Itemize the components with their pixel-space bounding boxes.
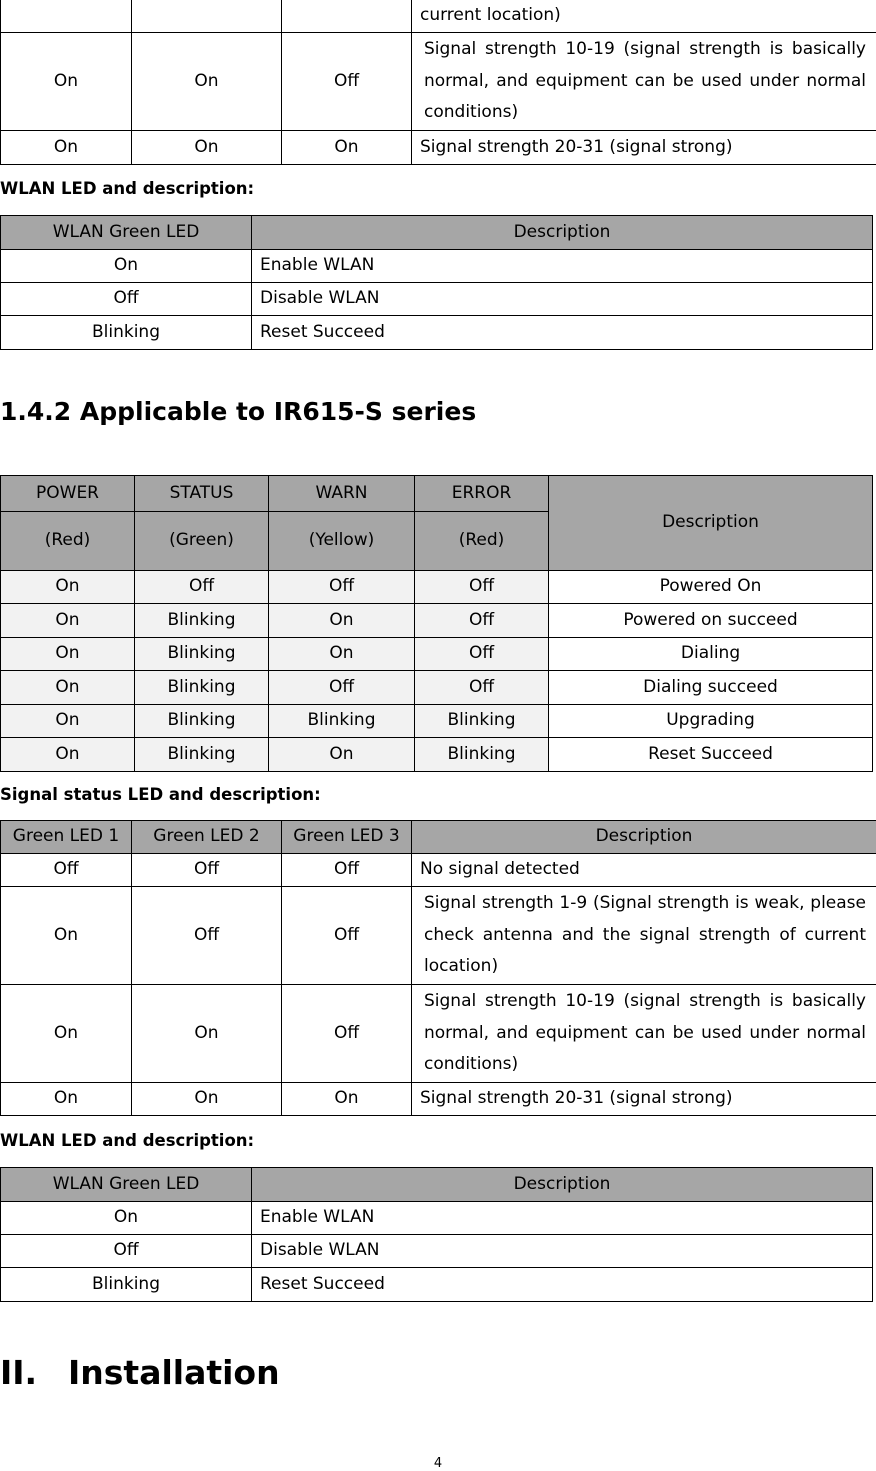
cell: Off xyxy=(282,33,412,131)
column-subheader: (Red) xyxy=(415,512,549,571)
signal-label: Signal status LED and description: xyxy=(0,785,321,804)
cell: Off xyxy=(269,671,415,705)
cell: Off xyxy=(282,985,412,1083)
cell: On xyxy=(1,33,132,131)
cell: On xyxy=(282,131,412,165)
table-row xyxy=(1,604,873,638)
table-row xyxy=(1,1235,873,1268)
cell: Signal strength 1-9 (Signal strength is weak, please check antenna and the signal strength of current location) xyxy=(412,887,876,985)
cell: Reset Succeed xyxy=(252,316,873,350)
cell: On xyxy=(269,604,415,638)
cell: Off xyxy=(415,604,549,638)
column-header: Description xyxy=(252,1168,873,1202)
cell: Off xyxy=(1,1235,252,1268)
table-row xyxy=(1,33,876,131)
cell: On xyxy=(132,131,282,165)
cell: On xyxy=(1,250,252,283)
table-row xyxy=(1,1268,873,1302)
cell: Blinking xyxy=(135,738,269,772)
cell: On xyxy=(132,985,282,1083)
cell: Blinking xyxy=(1,1268,252,1302)
column-header: WLAN Green LED xyxy=(1,216,252,250)
cell: Disable WLAN xyxy=(252,283,873,316)
cell: On xyxy=(1,1083,132,1116)
cell: Enable WLAN xyxy=(252,250,873,283)
cell: Off xyxy=(415,571,549,604)
column-header: Green LED 3 xyxy=(282,821,412,854)
wlan-label-2: WLAN LED and description: xyxy=(0,1131,255,1150)
cell: Blinking xyxy=(415,738,549,772)
cell: On xyxy=(1,738,135,772)
cell: No signal detected xyxy=(412,854,876,887)
cell: On xyxy=(1,705,135,738)
wlan-table-2 xyxy=(0,1167,873,1302)
cell: Dialing succeed xyxy=(549,671,873,705)
page-number: 4 xyxy=(433,1456,443,1471)
cell: On xyxy=(269,638,415,671)
cell: On xyxy=(132,33,282,131)
cell: Powered On xyxy=(549,571,873,604)
table-row xyxy=(1,638,873,671)
cell: Blinking xyxy=(1,316,252,350)
cell: Off xyxy=(415,671,549,705)
cell: Off xyxy=(1,283,252,316)
cell: Reset Succeed xyxy=(252,1268,873,1302)
cell: Disable WLAN xyxy=(252,1235,873,1268)
chapter-number: II. xyxy=(0,1353,38,1392)
cell: Off xyxy=(282,887,412,985)
table-header-row xyxy=(1,1168,873,1202)
wlan-table-1 xyxy=(0,215,873,350)
cell: Powered on succeed xyxy=(549,604,873,638)
cell: Off xyxy=(1,854,132,887)
table-row xyxy=(1,283,873,316)
cell: On xyxy=(269,738,415,772)
cell: On xyxy=(1,671,135,705)
chapter-heading xyxy=(0,1351,280,1395)
cell: On xyxy=(282,1083,412,1116)
cell: Signal strength 20-31 (signal strong) xyxy=(412,131,876,165)
table-row xyxy=(1,671,873,705)
column-header: Green LED 1 xyxy=(1,821,132,854)
chapter-title: Installation xyxy=(68,1353,280,1392)
cell: Off xyxy=(415,638,549,671)
table-row xyxy=(1,1083,876,1116)
cell xyxy=(132,0,282,33)
table-row xyxy=(1,1202,873,1235)
section-heading: 1.4.2 Applicable to IR615-S series xyxy=(0,397,477,426)
cell xyxy=(282,0,412,33)
column-header-description: Description xyxy=(549,476,873,571)
table-row xyxy=(1,250,873,283)
cell: On xyxy=(1,604,135,638)
cell xyxy=(1,0,132,33)
cell: Off xyxy=(269,571,415,604)
cell: Blinking xyxy=(415,705,549,738)
cell: On xyxy=(1,1202,252,1235)
column-subheader: (Green) xyxy=(135,512,269,571)
table-row xyxy=(1,131,876,165)
cell: Off xyxy=(282,854,412,887)
cell: Blinking xyxy=(135,705,269,738)
column-subheader: (Red) xyxy=(1,512,135,571)
table-row xyxy=(1,887,876,985)
table-row xyxy=(1,0,876,33)
cell: Blinking xyxy=(135,638,269,671)
cell: current location) xyxy=(412,0,876,33)
cell: On xyxy=(1,985,132,1083)
column-header: WLAN Green LED xyxy=(1,1168,252,1202)
column-subheader: (Yellow) xyxy=(269,512,415,571)
table-row xyxy=(1,705,873,738)
table-header-row xyxy=(1,476,873,512)
column-header-power: POWER xyxy=(1,476,135,512)
cell: Off xyxy=(132,887,282,985)
wlan-label-1: WLAN LED and description: xyxy=(0,179,255,198)
table-row xyxy=(1,985,876,1083)
cell: On xyxy=(1,571,135,604)
cell: Upgrading xyxy=(549,705,873,738)
cell: On xyxy=(1,638,135,671)
cell: Signal strength 10-19 (signal strength is basically normal, and equipment can be used under normal conditions) xyxy=(412,33,876,131)
column-header: Green LED 2 xyxy=(132,821,282,854)
cell: Blinking xyxy=(269,705,415,738)
top-signal-table xyxy=(0,0,876,165)
column-header: Description xyxy=(412,821,876,854)
table-row xyxy=(1,571,873,604)
column-header: Description xyxy=(252,216,873,250)
cell: Reset Succeed xyxy=(549,738,873,772)
cell: Blinking xyxy=(135,671,269,705)
table-row xyxy=(1,316,873,350)
cell: On xyxy=(132,1083,282,1116)
table-header-row xyxy=(1,821,876,854)
table-header-row xyxy=(1,216,873,250)
status-led-table xyxy=(0,475,873,772)
cell: Dialing xyxy=(549,638,873,671)
signal-led-table xyxy=(0,820,876,1116)
cell: Enable WLAN xyxy=(252,1202,873,1235)
cell: Off xyxy=(135,571,269,604)
cell: Blinking xyxy=(135,604,269,638)
column-header-status: STATUS xyxy=(135,476,269,512)
column-header-error: ERROR xyxy=(415,476,549,512)
cell: Signal strength 20-31 (signal strong) xyxy=(412,1083,876,1116)
cell: On xyxy=(1,887,132,985)
cell: Signal strength 10-19 (signal strength is basically normal, and equipment can be used under normal conditions) xyxy=(412,985,876,1083)
table-row xyxy=(1,738,873,772)
cell: On xyxy=(1,131,132,165)
cell: Off xyxy=(132,854,282,887)
column-header-warn: WARN xyxy=(269,476,415,512)
table-row xyxy=(1,854,876,887)
